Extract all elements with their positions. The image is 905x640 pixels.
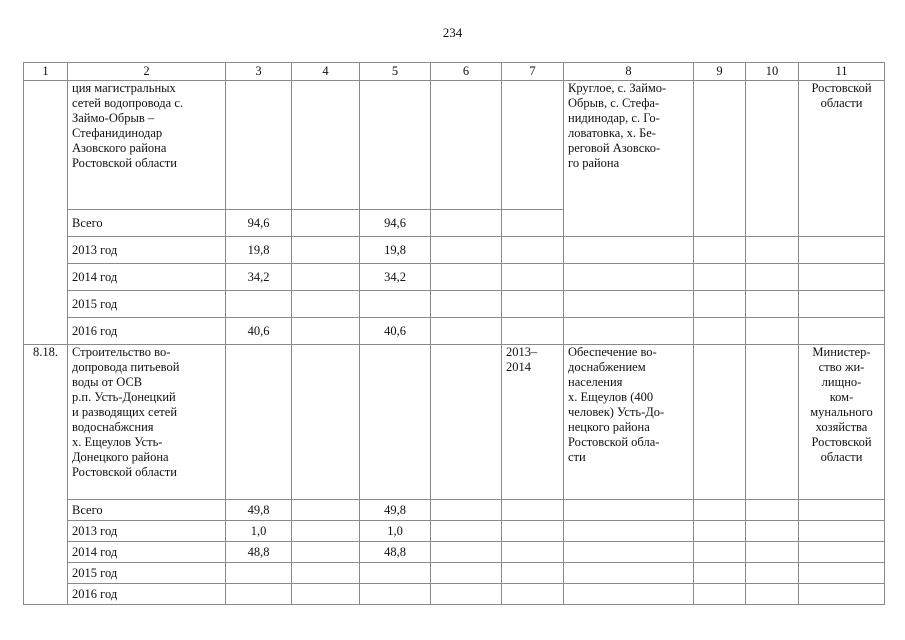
table-cell (799, 237, 885, 264)
table-cell (431, 81, 502, 210)
table-cell (431, 210, 502, 237)
table-row (24, 563, 885, 584)
value-col5: 34,2 (360, 264, 431, 291)
table-cell (746, 81, 799, 237)
table-cell (564, 563, 694, 584)
table-cell (746, 318, 799, 345)
item-name: Строительство во- допровода питьевой воды от ОСВ р.п. Усть-Донецкий и разводящих сетей водоснабжсния х. Ещеулов Усть- Донецкого района Ростовской области (68, 345, 226, 500)
row-label: 2013 год (68, 521, 226, 542)
value-col5: 49,8 (360, 500, 431, 521)
value-col4 (292, 500, 360, 521)
item-result: Обеспечение во- доснабжением населения х. Ещеулов (400 человек) Усть-До- нецкого района Ростовской обла- сти (564, 345, 694, 500)
column-header: 5 (360, 63, 431, 81)
value-col4 (292, 318, 360, 345)
table-cell (694, 237, 746, 264)
table-row (24, 264, 885, 291)
table-cell (694, 542, 746, 563)
table-cell (746, 521, 799, 542)
column-header: 1 (24, 63, 68, 81)
table-cell (746, 563, 799, 584)
table-row (24, 542, 885, 563)
value-total: 19,8 (226, 237, 292, 264)
column-header: 8 (564, 63, 694, 81)
column-header: 9 (694, 63, 746, 81)
column-header: 3 (226, 63, 292, 81)
column-header: 10 (746, 63, 799, 81)
value-total: 40,6 (226, 318, 292, 345)
table-row (24, 521, 885, 542)
table-row (24, 318, 885, 345)
value-total (226, 584, 292, 605)
table-cell (564, 542, 694, 563)
row-label: 2015 год (68, 291, 226, 318)
table-cell (694, 291, 746, 318)
value-col5 (360, 584, 431, 605)
page-number: 234 (442, 25, 463, 40)
table-cell (502, 500, 564, 521)
table-cell (564, 318, 694, 345)
table-cell (694, 584, 746, 605)
value-col5: 40,6 (360, 318, 431, 345)
value-total (226, 291, 292, 318)
table-cell (431, 237, 502, 264)
table-cell (799, 318, 885, 345)
table-cell (431, 584, 502, 605)
table-cell (694, 521, 746, 542)
table-cell (502, 542, 564, 563)
value-col5: 48,8 (360, 542, 431, 563)
row-label: 2015 год (68, 563, 226, 584)
table-cell (502, 318, 564, 345)
table-cell (431, 563, 502, 584)
value-total (226, 563, 292, 584)
table-cell (431, 345, 502, 500)
value-col5: 1,0 (360, 521, 431, 542)
row-label: Всего (68, 500, 226, 521)
item-number: 8.18. (24, 345, 68, 605)
table-cell (226, 345, 292, 500)
column-header: 6 (431, 63, 502, 81)
item-period: 2013– 2014 (502, 345, 564, 500)
value-col5 (360, 291, 431, 318)
value-total: 49,8 (226, 500, 292, 521)
value-col4 (292, 264, 360, 291)
table-cell (746, 542, 799, 563)
table-cell (799, 521, 885, 542)
table-cell (564, 237, 694, 264)
table-cell (292, 81, 360, 210)
table-row (24, 237, 885, 264)
column-number-row (24, 63, 885, 81)
row-label: 2013 год (68, 237, 226, 264)
value-col4 (292, 542, 360, 563)
item-number (24, 81, 68, 345)
row-label: 2016 год (68, 584, 226, 605)
table-cell (564, 264, 694, 291)
table-row (24, 584, 885, 605)
column-header: 7 (502, 63, 564, 81)
table-cell (746, 237, 799, 264)
value-total: 1,0 (226, 521, 292, 542)
row-label: 2016 год (68, 318, 226, 345)
value-col5: 94,6 (360, 210, 431, 237)
value-col4 (292, 291, 360, 318)
column-header: 4 (292, 63, 360, 81)
table-cell (431, 542, 502, 563)
table-cell (694, 345, 746, 500)
value-total: 48,8 (226, 542, 292, 563)
table-row (24, 81, 885, 210)
value-col5 (360, 563, 431, 584)
table-cell (502, 210, 564, 237)
table-cell (226, 81, 292, 210)
table-cell (746, 500, 799, 521)
table-row (24, 500, 885, 521)
value-col4 (292, 563, 360, 584)
value-col4 (292, 210, 360, 237)
table-cell (799, 264, 885, 291)
value-col4 (292, 521, 360, 542)
table-cell (502, 291, 564, 318)
table-cell (360, 345, 431, 500)
table-cell (502, 563, 564, 584)
column-header: 11 (799, 63, 885, 81)
table-cell (292, 345, 360, 500)
table-cell (694, 318, 746, 345)
item-result: Круглое, с. Займо- Обрыв, с. Стефа- нидинодар, с. Го- ловатовка, х. Бе- реговой Азовско- го района (564, 81, 694, 237)
table-cell (360, 81, 431, 210)
table-cell (746, 264, 799, 291)
row-label: Всего (68, 210, 226, 237)
table-cell (799, 291, 885, 318)
value-col4 (292, 237, 360, 264)
table-cell (694, 563, 746, 584)
row-label: 2014 год (68, 542, 226, 563)
table-row (24, 345, 885, 500)
table-cell (694, 264, 746, 291)
table-cell (431, 521, 502, 542)
item-name: ция магистральных сетей водопровода с. Займо-Обрыв – Стефанидинодар Азовского района Ростовской области (68, 81, 226, 210)
table-cell (694, 500, 746, 521)
item-period (502, 81, 564, 210)
table-cell (502, 584, 564, 605)
table-cell (564, 521, 694, 542)
item-executor: Ростовской области (799, 81, 885, 237)
table-cell (799, 563, 885, 584)
table-cell (564, 584, 694, 605)
table-cell (502, 521, 564, 542)
table-cell (431, 264, 502, 291)
table-row (24, 291, 885, 318)
row-label: 2014 год (68, 264, 226, 291)
program-table (23, 62, 885, 605)
value-total: 34,2 (226, 264, 292, 291)
table-cell (746, 345, 799, 500)
table-cell (431, 318, 502, 345)
table-cell (502, 264, 564, 291)
item-executor: Министер- ство жи- лищно- ком- мунального хозяйства Ростовской области (799, 345, 885, 500)
table-cell (799, 500, 885, 521)
value-col4 (292, 584, 360, 605)
table-cell (564, 291, 694, 318)
table-cell (799, 542, 885, 563)
table-cell (799, 584, 885, 605)
value-total: 94,6 (226, 210, 292, 237)
table-cell (564, 500, 694, 521)
table-cell (502, 237, 564, 264)
value-col5: 19,8 (360, 237, 431, 264)
table-cell (746, 291, 799, 318)
column-header: 2 (68, 63, 226, 81)
table-cell (746, 584, 799, 605)
table-cell (431, 291, 502, 318)
table-cell (431, 500, 502, 521)
table-cell (694, 81, 746, 237)
